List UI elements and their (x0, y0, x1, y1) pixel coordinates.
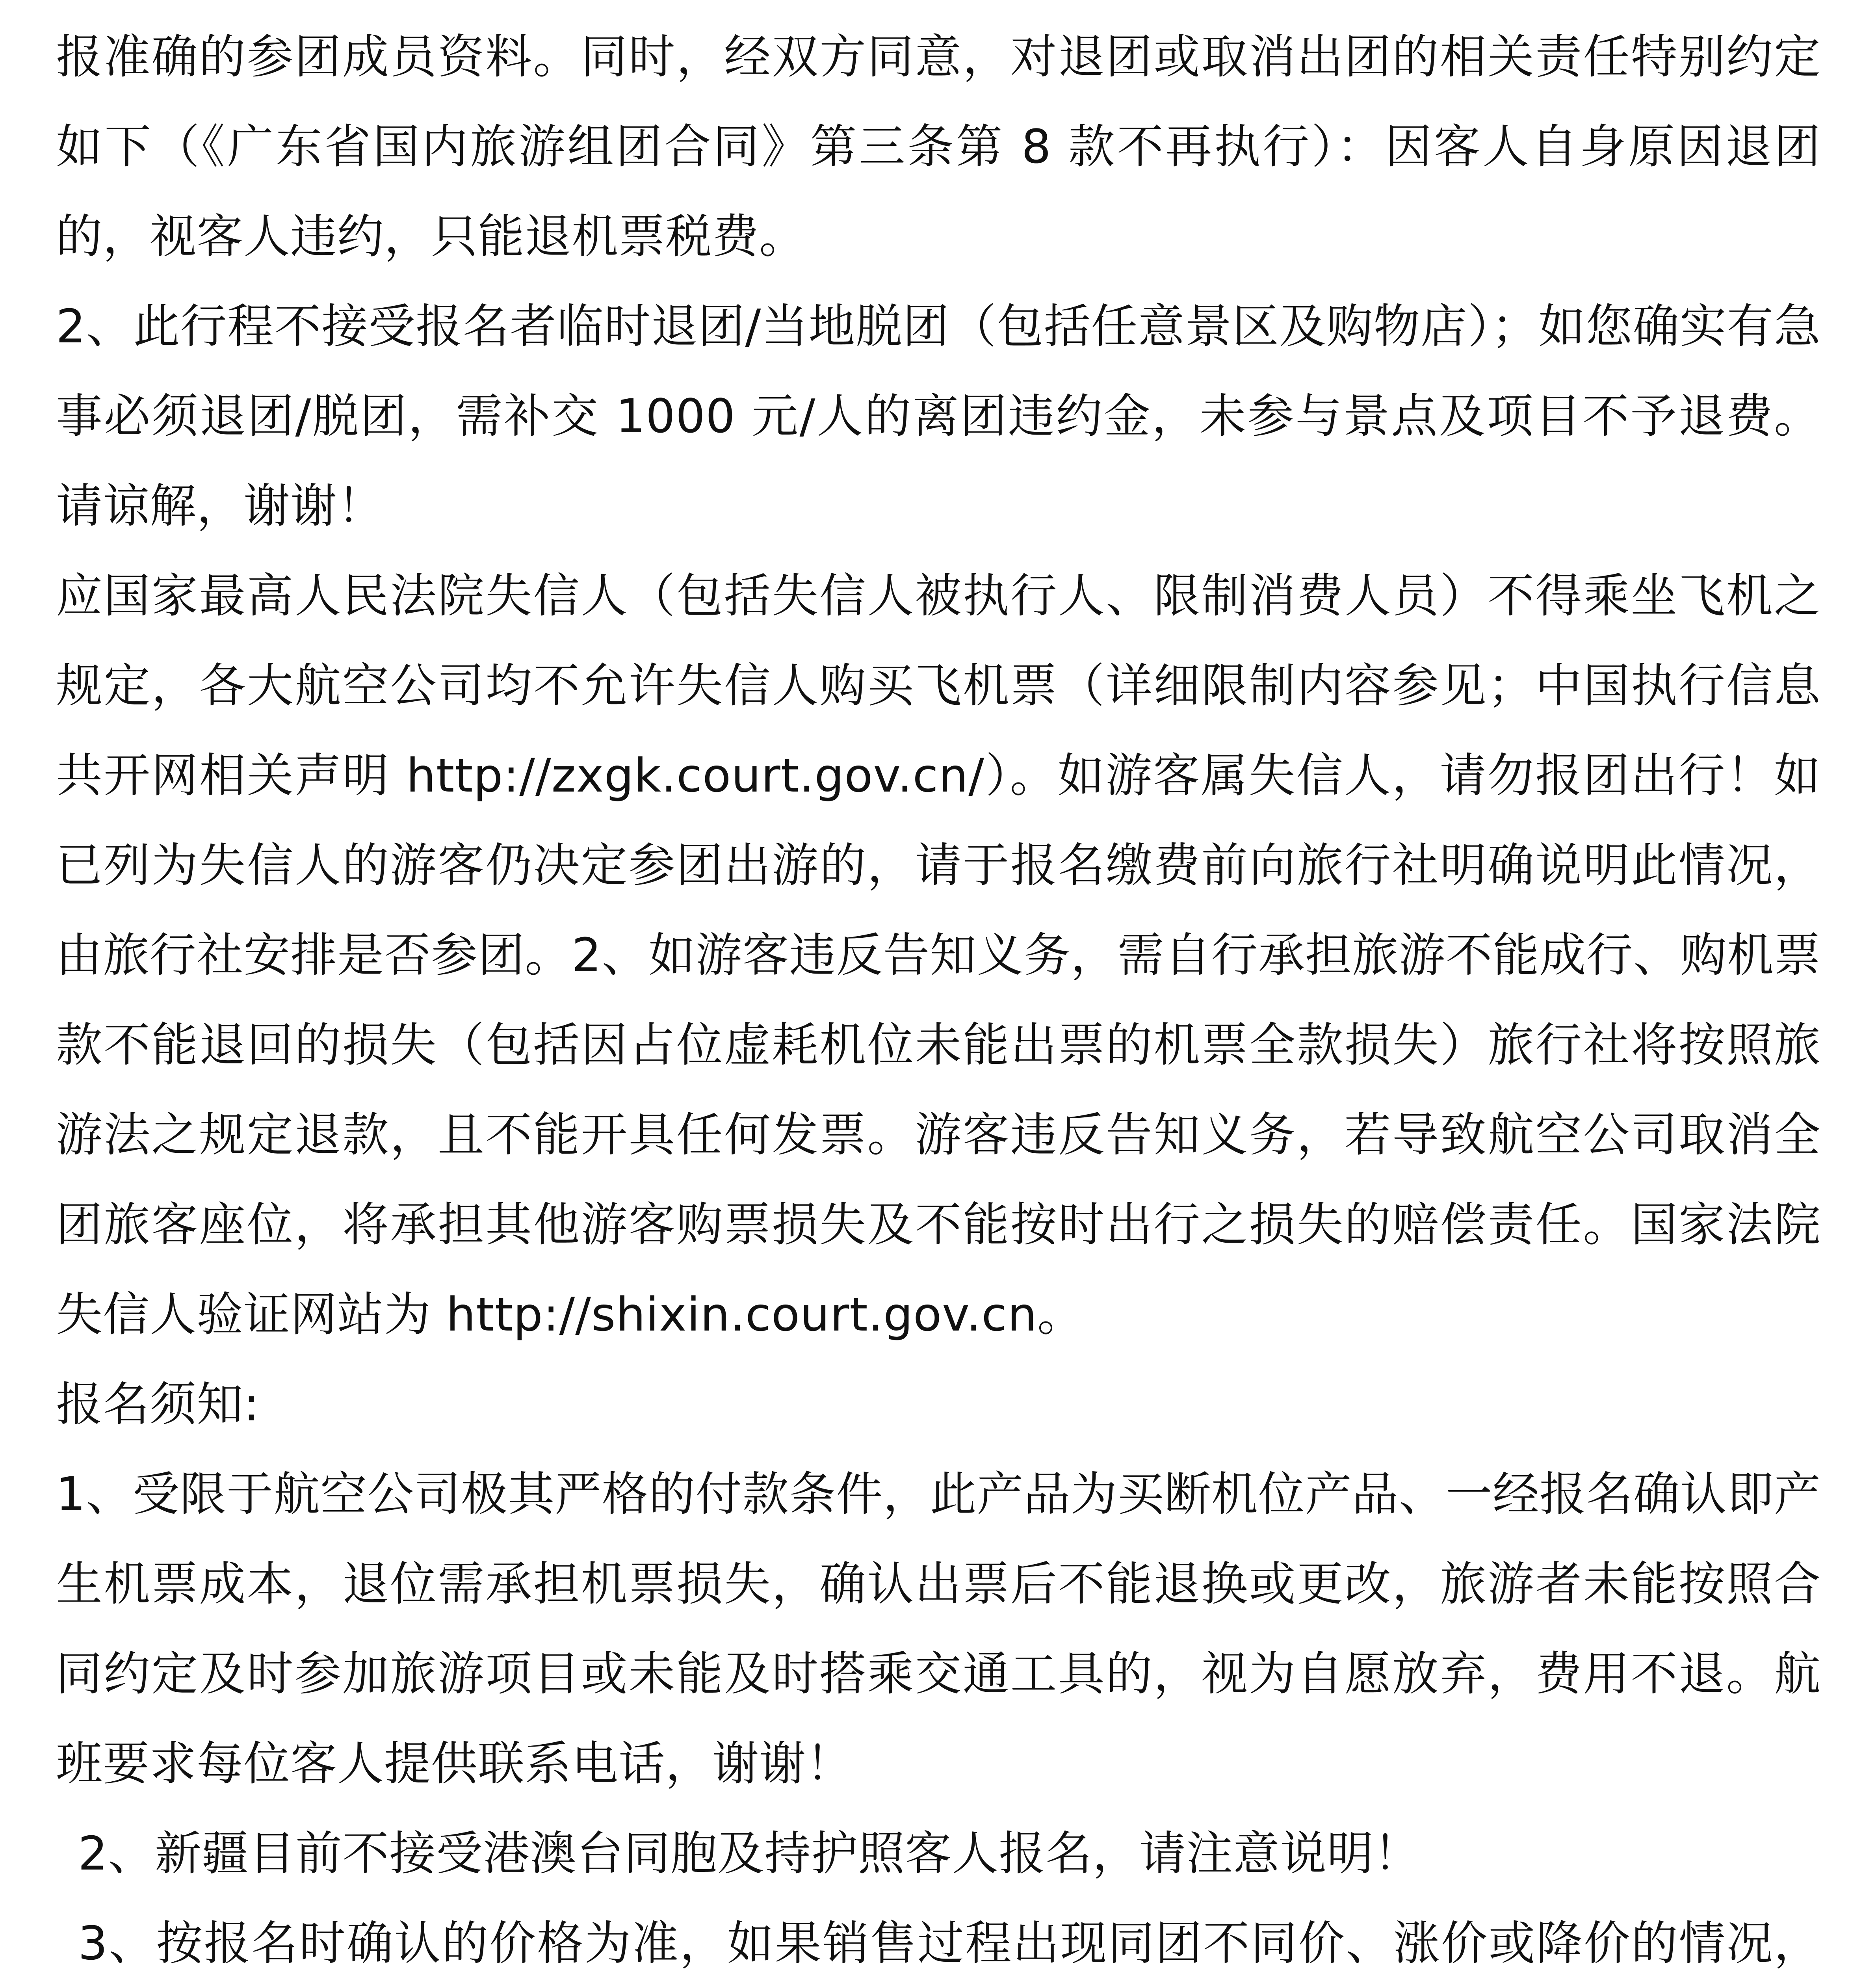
paragraph-registration-note-1: 1、受限于航空公司极其严格的付款条件，此产品为买断机位产品、一经报名确认即产生机票成本，退位需承担机票损失，确认出票后不能退换或更改，旅游者未能按照合同约定及时参加旅游项目或未能及时搭乘交通工具的，视为自愿放弃，费用不退。航班要求每位客人提供联系电话，谢谢！ (56, 1467, 1821, 1791)
paragraph-registration-note-2: 2、新疆目前不接受港澳台同胞及持护照客人报名，请注意说明！ (78, 1826, 1421, 1881)
paragraph-no-leaving-tour: 2、此行程不接受报名者临时退团/当地脱团（包括任意景区及购物店）；如您确实有急事必须退团/脱团，需补交 1000 元/人的离团违约金，未参与景点及项目不予退费。请谅解，谢谢！ (56, 299, 1821, 533)
paragraph-registration-note-3: 3、按报名时确认的价格为准，如果销售过程出现同团不同价、涨价或降价的情况， (78, 1916, 1821, 1970)
paragraph-booking-responsibility: 报准确的参团成员资料。同时，经双方同意，对退团或取消出团的相关责任特别约定如下（《广东省国内旅游组团合同》第三条第 8 款不再执行）：因客人自身原因退团的，视客人违约，只能退机票税费。 (56, 30, 1821, 264)
section-heading-registration-notes: 报名须知: (56, 1377, 260, 1431)
paragraph-dishonest-persons-notice: 应国家最高人民法院失信人（包括失信人被执行人、限制消费人员）不得乘坐飞机之规定，各大航空公司均不允许失信人购买飞机票（详细限制内容参见；中国执行信息共开网相关声明 http://zxgk.court.gov.cn/）。如游客属失信人，请勿报团出行！如已列为失信人的游客仍决定参团出游的，请于报名缴费前向旅行社明确说明此情况，由旅行社安排是否参团。2、如游客违反告知义务，需自行承担旅游不能成行、购机票款不能退回的损失（包括因占位虚耗机位未能出票的机票全款损失）旅行社将按照旅游法之规定退款，且不能开具任何发票。游客违反告知义务，若导致航空公司取消全团旅客座位，将承担其他游客购票损失及不能按时出行之损失的赔偿责任。国家法院失信人验证网站为 http://shixin.court.gov.cn。 (56, 569, 1821, 1342)
document-body (56, 12, 1821, 1970)
